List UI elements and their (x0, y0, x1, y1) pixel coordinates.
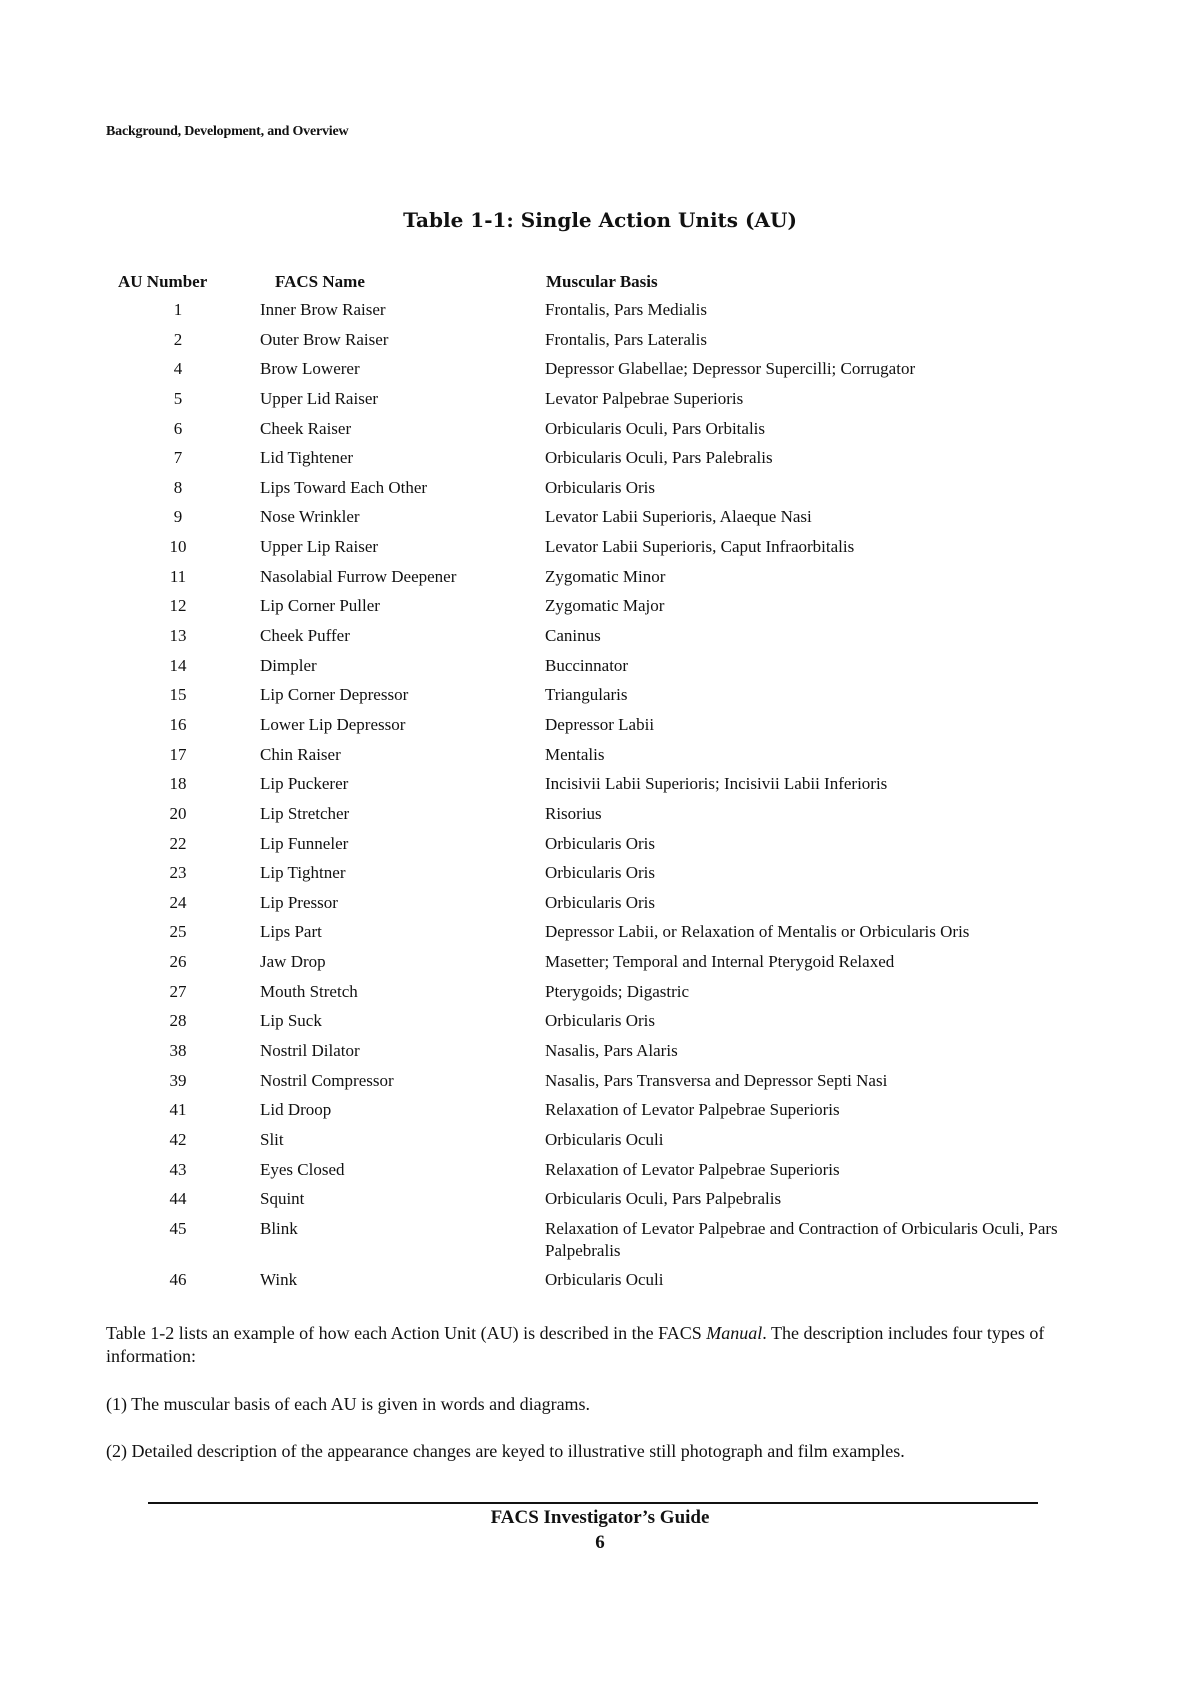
facs-name-cell: Nose Wrinkler (260, 507, 360, 527)
muscular-basis-cell: Masetter; Temporal and Internal Pterygoid Relaxed (545, 952, 895, 972)
facs-name-cell: Lip Puckerer (260, 774, 349, 794)
footer-divider (148, 1502, 1038, 1504)
au-number-cell: 18 (169, 774, 187, 794)
table-row (0, 388, 1200, 418)
page-number: 6 (595, 1532, 605, 1553)
au-number-cell: 24 (169, 892, 187, 912)
muscular-basis-cell: Orbicularis Oris (545, 892, 656, 912)
table-row (0, 418, 1200, 448)
running-head: Background, Development, and Overview (106, 124, 349, 139)
muscular-basis-cell: Caninus (545, 626, 601, 646)
muscular-basis-cell: Frontalis, Pars Medialis (545, 300, 707, 319)
facs-name-cell: Lid Droop (260, 1100, 332, 1120)
facs-name-cell: Squint (260, 1189, 305, 1209)
table-row (0, 684, 1200, 714)
au-number-cell: 46 (169, 1269, 187, 1289)
muscular-basis-cell: Orbicularis Oris (545, 833, 656, 853)
facs-name-cell: Dimpler (260, 655, 317, 675)
table-row (0, 1269, 1200, 1299)
muscular-basis-cell: Relaxation of Levator Palpebrae and Contraction of Orbicularis Oculi, Pars Palpebralis (545, 1218, 1058, 1260)
au-number-cell: 6 (173, 418, 183, 438)
facs-name-cell: Eyes Closed (260, 1159, 345, 1179)
muscular-basis-cell: Levator Labii Superioris, Alaeque Nasi (545, 507, 812, 527)
table-row (0, 447, 1200, 477)
au-number-cell: 20 (169, 803, 187, 823)
au-number-cell: 15 (169, 685, 187, 705)
muscular-basis-cell: Zygomatic Major (545, 596, 665, 616)
au-number-cell: 14 (169, 655, 187, 675)
au-number-cell: 45 (169, 1218, 187, 1238)
column-header-au-number: AU Number (118, 272, 208, 291)
au-number-cell: 27 (169, 981, 187, 1001)
au-number-cell: 7 (173, 448, 183, 468)
facs-name-cell: Lips Part (260, 922, 322, 942)
muscular-basis-cell: Relaxation of Levator Palpebrae Superioris (545, 1159, 840, 1179)
table-row (0, 714, 1200, 744)
au-number-cell: 38 (169, 1041, 187, 1061)
column-header-facs-name: FACS Name (275, 272, 365, 291)
facs-name-cell: Wink (260, 1269, 298, 1289)
table-row (0, 506, 1200, 536)
facs-name-cell: Lip Tightner (260, 863, 346, 883)
table-row (0, 921, 1200, 951)
table-row (0, 951, 1200, 981)
muscular-basis-cell: Mentalis (545, 744, 605, 764)
muscular-basis-cell: Zygomatic Minor (545, 566, 666, 586)
table-row (0, 892, 1200, 922)
table-row (0, 1159, 1200, 1189)
facs-name-cell: Upper Lid Raiser (260, 388, 379, 408)
au-number-cell: 8 (173, 477, 183, 497)
table-row (0, 1099, 1200, 1129)
facs-name-cell: Upper Lip Raiser (260, 537, 379, 557)
au-number-cell: 17 (169, 744, 187, 764)
facs-name-cell: Jaw Drop (260, 952, 326, 972)
muscular-basis-cell: Nasalis, Pars Alaris (545, 1041, 678, 1061)
table-row (0, 981, 1200, 1011)
au-number-cell: 28 (169, 1011, 187, 1031)
table-title: Table 1-1: Single Action Units (AU) (403, 208, 797, 232)
facs-name-cell: Lip Corner Puller (260, 596, 380, 616)
table-row (0, 862, 1200, 892)
table-row (0, 566, 1200, 596)
facs-name-cell: Lid Tightener (260, 448, 354, 468)
table-row (0, 477, 1200, 507)
facs-name-cell: Mouth Stretch (260, 981, 358, 1001)
muscular-basis-cell: Triangularis (545, 685, 628, 705)
facs-name-cell: Chin Raiser (260, 744, 341, 764)
facs-name-cell: Slit (260, 1129, 284, 1149)
muscular-basis-cell: Buccinnator (545, 655, 629, 675)
action-unit-table (0, 299, 1200, 1299)
footer-title: FACS Investigator’s Guide (490, 1507, 710, 1528)
au-number-cell: 26 (169, 952, 187, 972)
muscular-basis-cell: Orbicularis Oculi, Pars Orbitalis (545, 418, 766, 438)
au-number-cell: 9 (173, 507, 183, 527)
table-row (0, 358, 1200, 388)
list-item-muscular-basis: (1) The muscular basis of each AU is given in words and diagrams. (106, 1394, 591, 1414)
au-number-cell: 11 (169, 566, 187, 586)
table-row (0, 329, 1200, 359)
intro-paragraph (106, 1322, 1076, 1368)
facs-name-cell: Cheek Puffer (260, 626, 350, 646)
column-header-muscular-basis: Muscular Basis (546, 272, 658, 291)
muscular-basis-cell: Orbicularis Oculi (545, 1129, 664, 1149)
table-row (0, 655, 1200, 685)
au-number-cell: 10 (169, 537, 187, 557)
au-number-cell: 44 (169, 1189, 187, 1209)
muscular-basis-cell: Depressor Labii, or Relaxation of Mentalis or Orbicularis Oris (545, 922, 970, 942)
facs-name-cell: Nasolabial Furrow Deepener (260, 566, 457, 586)
muscular-basis-cell: Depressor Labii (545, 714, 655, 734)
table-row (0, 1010, 1200, 1040)
facs-name-cell: Outer Brow Raiser (260, 329, 389, 349)
au-number-cell: 12 (169, 596, 187, 616)
muscular-basis-cell: Pterygoids; Digastric (545, 981, 690, 1001)
au-number-cell: 43 (169, 1159, 187, 1179)
facs-name-cell: Inner Brow Raiser (260, 300, 386, 319)
table-row (0, 1188, 1200, 1218)
muscular-basis-cell: Orbicularis Oris (545, 1011, 656, 1031)
facs-name-cell: Lip Pressor (260, 892, 338, 912)
au-number-cell: 4 (173, 359, 183, 379)
au-number-cell: 2 (173, 329, 183, 349)
table-row (0, 299, 1200, 329)
facs-name-cell: Cheek Raiser (260, 418, 352, 438)
intro-text-start: Table 1-2 lists an example of how each Action Unit (AU) is described in the FACS (106, 1323, 707, 1343)
au-number-cell: 16 (169, 714, 187, 734)
muscular-basis-cell: Risorius (545, 803, 602, 823)
au-number-cell: 5 (173, 388, 183, 408)
muscular-basis-cell: Orbicularis Oculi, Pars Palpebralis (545, 1189, 782, 1209)
facs-name-cell: Lip Suck (260, 1011, 322, 1031)
muscular-basis-cell: Orbicularis Oculi, Pars Palebralis (545, 448, 773, 468)
table-row (0, 1040, 1200, 1070)
table-row (0, 536, 1200, 566)
intro-text-end: . The description includes four types of information: (106, 1323, 1045, 1366)
muscular-basis-cell: Relaxation of Levator Palpebrae Superioris (545, 1100, 840, 1120)
facs-name-cell: Blink (260, 1218, 298, 1238)
facs-name-cell: Nostril Compressor (260, 1070, 394, 1090)
facs-name-cell: Brow Lowerer (260, 359, 360, 379)
facs-name-cell: Lip Funneler (260, 833, 349, 853)
table-row (0, 1129, 1200, 1159)
table-row (0, 595, 1200, 625)
muscular-basis-cell: Orbicularis Oculi (545, 1269, 664, 1289)
facs-name-cell: Lip Corner Depressor (260, 685, 409, 705)
manual-italic: Manual (706, 1323, 763, 1343)
table-row (0, 833, 1200, 863)
muscular-basis-cell: Levator Labii Superioris, Caput Infraorbitalis (545, 537, 855, 557)
table-row (0, 803, 1200, 833)
table-row (0, 1070, 1200, 1100)
au-number-cell: 23 (169, 863, 187, 883)
facs-name-cell: Nostril Dilator (260, 1041, 360, 1061)
table-row (0, 1218, 1200, 1269)
au-number-cell: 41 (169, 1100, 187, 1120)
muscular-basis-cell: Incisivii Labii Superioris; Incisivii Labii Inferioris (545, 774, 888, 794)
muscular-basis-cell: Depressor Glabellae; Depressor Supercilli; Corrugator (545, 359, 916, 379)
list-item-appearance-changes: (2) Detailed description of the appearance changes are keyed to illustrative still photograph and film examples. (106, 1441, 905, 1461)
muscular-basis-cell: Nasalis, Pars Transversa and Depressor Septi Nasi (545, 1070, 888, 1090)
muscular-basis-cell: Frontalis, Pars Lateralis (545, 329, 707, 349)
au-number-cell: 39 (169, 1070, 187, 1090)
muscular-basis-cell: Orbicularis Oris (545, 863, 656, 883)
au-number-cell: 42 (169, 1129, 187, 1149)
muscular-basis-cell: Orbicularis Oris (545, 477, 656, 497)
muscular-basis-cell: Levator Palpebrae Superioris (545, 388, 744, 408)
table-row (0, 773, 1200, 803)
facs-name-cell: Lip Stretcher (260, 803, 350, 823)
au-number-cell: 25 (169, 922, 187, 942)
au-number-cell: 13 (169, 626, 187, 646)
facs-name-cell: Lips Toward Each Other (260, 477, 428, 497)
au-number-cell: 22 (169, 833, 187, 853)
table-row (0, 744, 1200, 774)
au-number-cell: 1 (173, 300, 183, 319)
table-row (0, 625, 1200, 655)
facs-name-cell: Lower Lip Depressor (260, 714, 406, 734)
